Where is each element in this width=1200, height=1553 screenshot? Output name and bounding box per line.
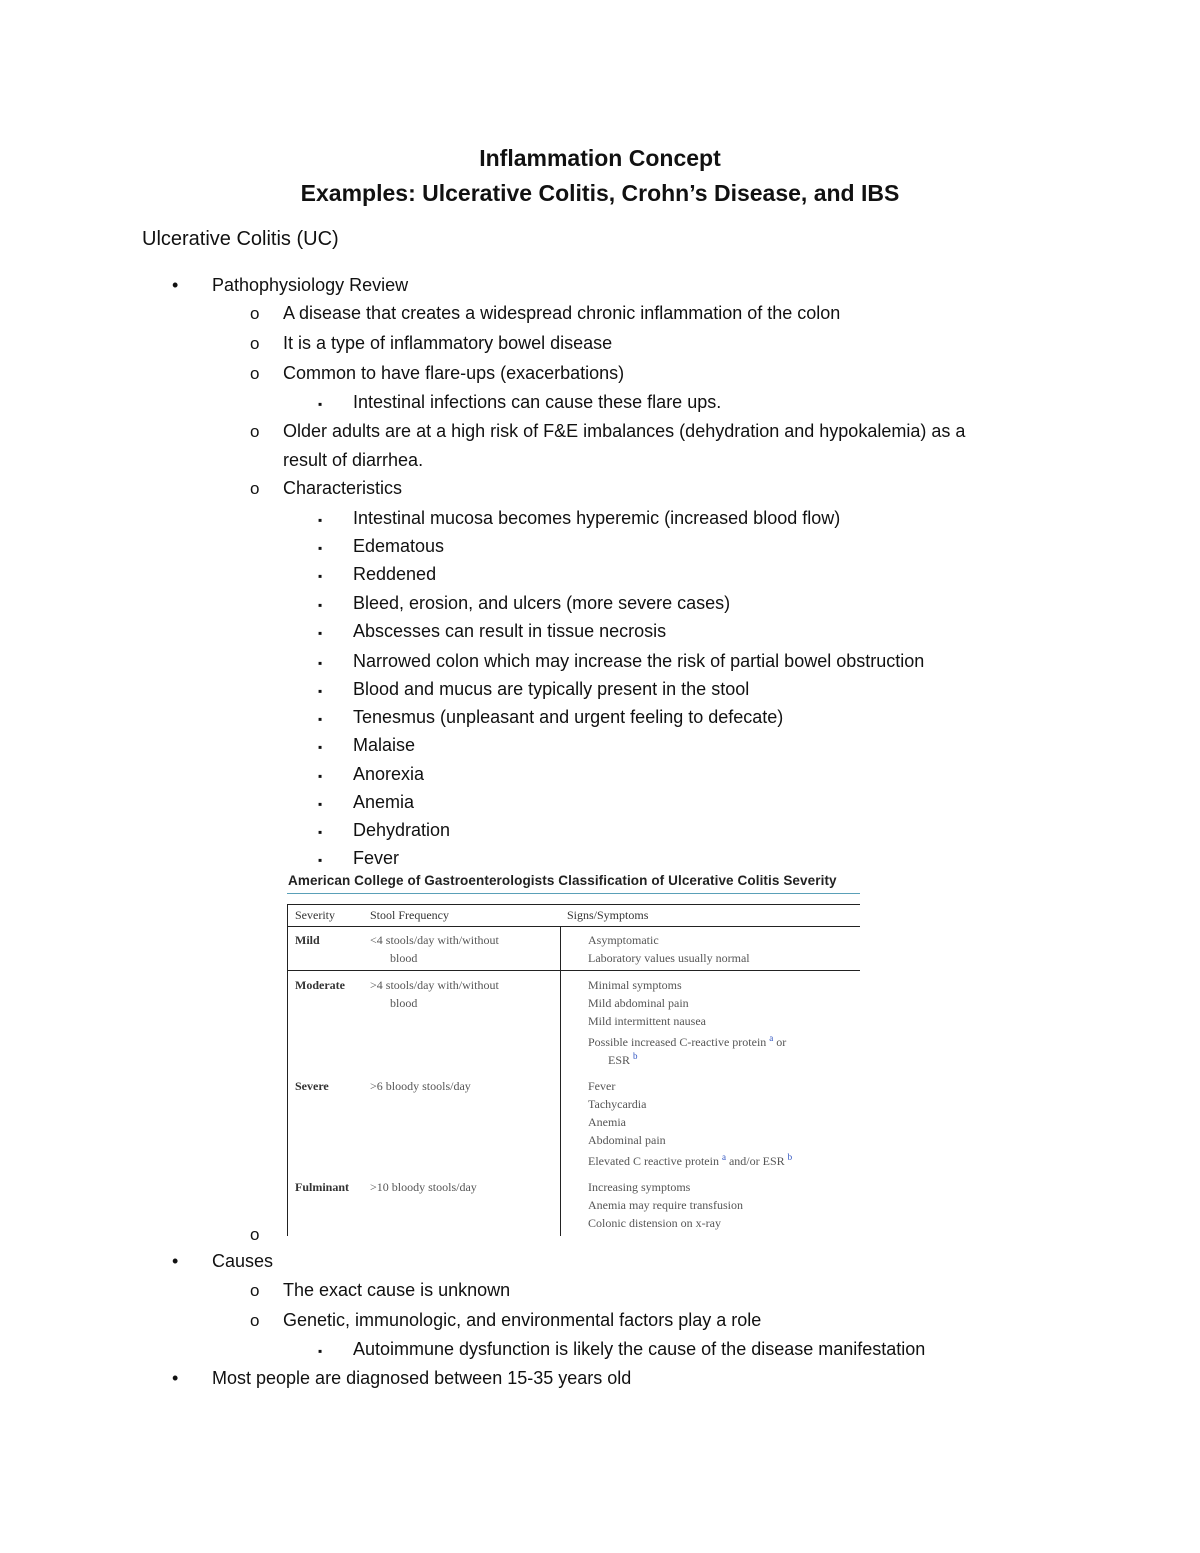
table-header-signs: Signs/Symptoms [567, 908, 649, 922]
table-cell-sign: Possible increased C-reactive protein $^a$ or [588, 1033, 787, 1049]
bullet-marker: ▪ [318, 397, 323, 411]
list-item: Bleed, erosion, and ulcers (more severe cases) [353, 593, 731, 613]
list-item: Blood and mucus are typically present in the stool [353, 679, 750, 699]
list-item: Abscesses can result in tissue necrosis [353, 621, 667, 641]
bullet-marker: ▪ [318, 541, 323, 555]
section-heading: Ulcerative Colitis (UC) [142, 228, 339, 250]
bullet-marker: ▪ [318, 769, 323, 783]
table-cell-sign: Asymptomatic [588, 933, 659, 947]
bullet-marker: o [250, 1225, 260, 1244]
list-item: Intestinal mucosa becomes hyperemic (increased blood flow) [353, 508, 841, 528]
list-item: It is a type of inflammatory bowel disease [283, 333, 613, 353]
table-column-divider [560, 926, 561, 1236]
list-item: Fever [353, 848, 400, 868]
list-item: Dehydration [353, 820, 451, 840]
table-cell-frequency: blood [390, 996, 418, 1010]
list-item: Anemia [353, 792, 415, 812]
bullet-marker: • [172, 1251, 179, 1271]
bullet-marker: ▪ [318, 825, 323, 839]
bullet-marker: ▪ [318, 598, 323, 612]
list-item: Autoimmune dysfunction is likely the cause of the disease manifestation [353, 1339, 926, 1359]
bullet-marker: • [172, 1368, 179, 1388]
footnote-marker: a [721, 1152, 726, 1162]
table-cell-sign: Abdominal pain [588, 1133, 666, 1147]
table-cell-sign: Tachycardia [588, 1097, 647, 1111]
bullet-marker: ▪ [318, 684, 323, 698]
list-item-diagnosis-age: Most people are diagnosed between 15-35 years old [212, 1368, 632, 1388]
list-item: Common to have flare-ups (exacerbations) [283, 363, 625, 383]
table-cell-sign: Mild abdominal pain [588, 996, 689, 1010]
bullet-marker: ▪ [318, 797, 323, 811]
table-left-border [287, 904, 288, 1236]
list-item: Older adults are at a high risk of F&E imbalances (dehydration and hypokalemia) as a [283, 421, 966, 441]
table-cell-frequency: >10 bloody stools/day [370, 1180, 477, 1194]
table-cell-sign: Colonic distension on x-ray [588, 1216, 721, 1230]
table-top-rule [287, 904, 860, 905]
bullet-marker: o [250, 422, 260, 441]
bullet-marker: o [250, 304, 260, 323]
bullet-marker: ▪ [318, 626, 323, 640]
list-item: Tenesmus (unpleasant and urgent feeling to defecate) [353, 707, 784, 727]
bullet-marker: ▪ [318, 1344, 323, 1358]
list-item-characteristics: Characteristics [283, 478, 403, 498]
list-item: Anorexia [353, 764, 425, 784]
list-item: Intestinal infections can cause these flare ups. [353, 392, 722, 412]
table-cell-sign: ESR $^b$ [608, 1051, 638, 1067]
bullet-marker: o [250, 1311, 260, 1330]
footnote-marker: b [787, 1152, 793, 1162]
table-header-severity: Severity [295, 908, 335, 922]
table-cell-sign: Mild intermittent nausea [588, 1014, 706, 1028]
bullet-marker: ▪ [318, 513, 323, 527]
table-cell-frequency: blood [390, 951, 418, 965]
page-subtitle: Examples: Ulcerative Colitis, Crohn’s Disease, and IBS [300, 180, 900, 206]
bullet-marker: o [250, 364, 260, 383]
footnote-marker: b [633, 1051, 638, 1061]
bullet-marker: • [172, 275, 179, 295]
list-item: Edematous [353, 536, 445, 556]
table-cell-sign: Increasing symptoms [588, 1180, 691, 1194]
table-cell-frequency: <4 stools/day with/without [370, 933, 499, 947]
bullet-marker: ▪ [318, 569, 323, 583]
bullet-marker: ▪ [318, 656, 323, 670]
footnote-marker: a [769, 1033, 774, 1043]
table-cell-sign: Fever [588, 1079, 616, 1093]
table-cell-sign: Anemia [588, 1115, 626, 1129]
list-item: Reddened [353, 564, 437, 584]
table-cell-severity: Mild [295, 933, 320, 947]
list-item: Malaise [353, 735, 416, 755]
list-item: Narrowed colon which may increase the risk of partial bowel obstruction [353, 651, 925, 671]
table-cell-sign: Anemia may require transfusion [588, 1198, 743, 1212]
caption-rule [287, 893, 860, 894]
table-cell-frequency: >4 stools/day with/without [370, 978, 499, 992]
list-item: A disease that creates a widespread chronic inflammation of the colon [283, 303, 841, 323]
table-cell-severity: Severe [295, 1079, 329, 1093]
page-title: Inflammation Concept [479, 145, 721, 171]
table-caption: American College of Gastroenterologists Classification of Ulcerative Colitis Severity [288, 873, 837, 888]
list-item-causes: Causes [212, 1251, 274, 1271]
table-header-frequency: Stool Frequency [370, 908, 449, 922]
list-item: Genetic, immunologic, and environmental factors play a role [283, 1310, 762, 1330]
table-cell-severity: Fulminant [295, 1180, 350, 1194]
list-item-continuation: result of diarrhea. [283, 450, 424, 470]
table-header-rule [287, 926, 860, 927]
table-row-rule [287, 970, 860, 971]
bullet-marker: o [250, 334, 260, 353]
table-cell-sign: Laboratory values usually normal [588, 951, 750, 965]
list-item-pathophysiology: Pathophysiology Review [212, 275, 409, 295]
bullet-marker: ▪ [318, 740, 323, 754]
bullet-marker: ▪ [318, 712, 323, 726]
table-cell-frequency: >6 bloody stools/day [370, 1079, 471, 1093]
table-cell-sign: Elevated C reactive protein $^a$ and/or ESR $^b$ [588, 1152, 793, 1168]
bullet-marker: o [250, 1281, 260, 1300]
list-item: The exact cause is unknown [283, 1280, 511, 1300]
bullet-marker: ▪ [318, 853, 323, 867]
table-cell-severity: Moderate [295, 978, 345, 992]
bullet-marker: o [250, 479, 260, 498]
table-cell-sign: Minimal symptoms [588, 978, 682, 992]
